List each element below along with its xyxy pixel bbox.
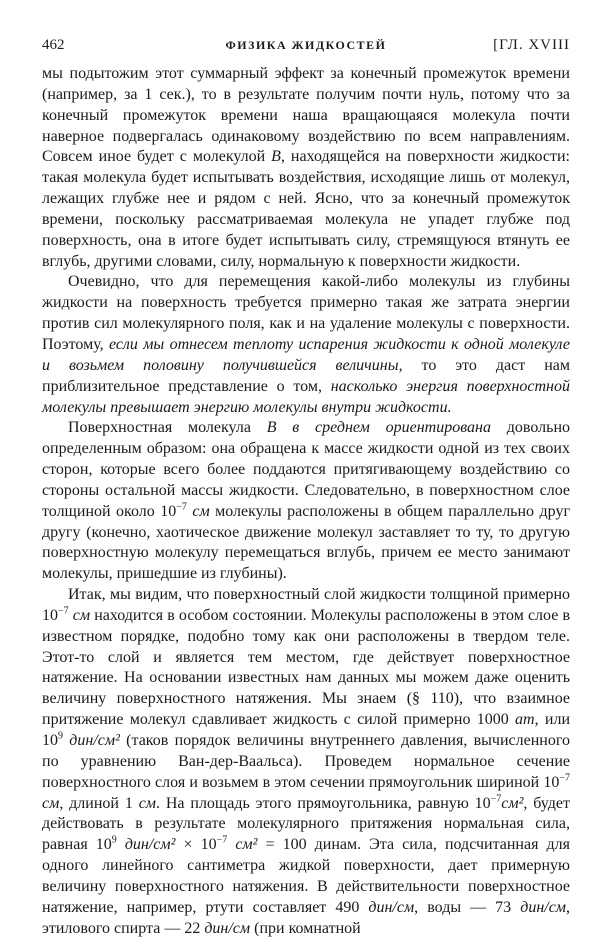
italic-text: см — [192, 502, 210, 520]
book-page — [42, 34, 570, 939]
chapter-marker: [ГЛ. XVIII — [493, 37, 570, 53]
text-run: × 10 — [175, 836, 217, 854]
text-run: молекулы расположены в общем параллельно друг другу (конечно, хаотическое движение молекул заставляет то ту, то другую поверхностную молекулу перемещаться вглубь, причем ее место занимают молекулы, пришедшие из глубины). — [42, 502, 570, 583]
text-run: , длиной 1 — [59, 794, 139, 812]
page-header — [42, 34, 570, 56]
text-run: , этилового спирта — 22 — [42, 898, 571, 937]
italic-text: дин/см — [368, 898, 415, 916]
paragraph — [42, 64, 570, 272]
text-run: , то это даст нам приблизительное представление о том, — [42, 356, 570, 395]
italic-text: дин/см² — [124, 836, 176, 854]
text-run: , будет действовать в результате молекулярного притяжения нормальная сила, равная 10 — [42, 794, 571, 854]
text-run: довольно определенным образом: она обращена к массе жидкости одной из тех своих сторон, которые всего более поддаются притягивающему воздействию со стороны остальной массы жидкости. Следовательно, в поверхностном слое толщиной около 10 — [42, 419, 571, 520]
italic-text: см² — [501, 794, 524, 812]
text-run: Поверхностная молекула — [68, 419, 267, 437]
italic-text: В в среднем ориентирована — [266, 419, 491, 437]
exponent: −7 — [490, 793, 502, 805]
running-title: ФИЗИКА ЖИДКОСТЕЙ — [225, 38, 387, 52]
italic-text: дин/см² — [69, 732, 120, 749]
italic-text: насколько энергия поверхностной молекулы превышает энергию молекулы внутри жидкости. — [42, 377, 570, 416]
italic-text: см — [72, 606, 91, 624]
text-run: , или 10 — [42, 711, 571, 749]
text-run: , находящейся на поверхности жидкости: такая молекула будет испытывать воздействия, исходящие лишь от молекул, лежащих глубже нее и рядом с ней. Ясно, что за конечный промежуток времени, поскольку рассматриваемая молекула не упадет глубже под поверхность, она в итоге будет испытывать силу, стремящуюся втянуть ее вглубь, другими словами, силу, нормальную к поверхности жидкости. — [42, 148, 570, 270]
text-run: находится в особом состоянии. Молекулы расположены в этом слое в известном порядке, подобно тому как они расположены в твердом теле. Этот-то слой и является тем местом, где действует поверхностное натяжение. На основании известных нам данных мы можем даже оценить величину поверхностного натяжения. Мы знаем (§ 110), что взаимное притяжение молекул сдавливает жидкость с силой примерно 1000 — [42, 606, 570, 729]
italic-text: дин/см — [204, 919, 251, 937]
text-run: , воды — 73 — [414, 898, 521, 916]
paragraph — [42, 272, 570, 418]
page-body — [42, 64, 570, 939]
exponent: 9 — [111, 834, 117, 846]
text-run — [117, 836, 125, 853]
exponent: −7 — [559, 772, 570, 784]
italic-text: см — [138, 794, 157, 812]
text-run: . На площадь этого прямоугольника, равную 10 — [156, 794, 491, 812]
text-run: мы подытожим этот суммарный эффект за конечный промежуток времени (например, за 1 сек.), то в результате получим почти нуль, потому что за конечный промежуток времени наша вращающаяся молекула почти наверное подвергалась одинаковому воздействию по всем направлениям. Совсем иное будет с молекулой — [42, 65, 570, 166]
italic-text: если мы отнесем теплоту испарения жидкости к одной молекуле и возьмем половину получившейся величины — [42, 335, 570, 374]
paragraph — [42, 418, 570, 585]
exponent: −7 — [216, 834, 228, 846]
text-run: = 100 динам. Эта сила, подсчитанная для одного линейного сантиметра жидкой поверхности, дает примерную величину поверхностного натяжения. В действительности поверхностное натяжение, например, ртути составляет 490 — [42, 836, 571, 916]
italic-text: дин/см — [520, 898, 567, 916]
italic-text: см² — [235, 836, 258, 854]
italic-text: В — [271, 148, 281, 166]
italic-text: ат — [515, 711, 535, 729]
text-run: Итак, мы видим, что поверхностный слой жидкости толщиной примерно 10 — [42, 586, 570, 624]
italic-text: см — [42, 794, 60, 812]
page-number: 462 — [42, 37, 65, 53]
text-run: (при комнатной — [250, 919, 361, 937]
exponent: −7 — [176, 501, 187, 513]
paragraph — [42, 585, 570, 939]
text-run: Очевидно, что для перемещения какой-либо молекулы из глубины жидкости на поверхность требуется примерно такая же затрата энергии против сил молекулярного поля, как и на удаление молекулы с поверхности. Поэтому, — [42, 273, 570, 353]
exponent: 9 — [58, 730, 63, 742]
exponent: −7 — [58, 605, 69, 617]
text-run: (таков порядок величины внутреннего давления, вычисленного по уравнению Ван-дер-Ваальса). Проведем нормальное сечение поверхностного слоя и возьмем в этом сечении прямоугольник шириной 10 — [42, 732, 571, 791]
